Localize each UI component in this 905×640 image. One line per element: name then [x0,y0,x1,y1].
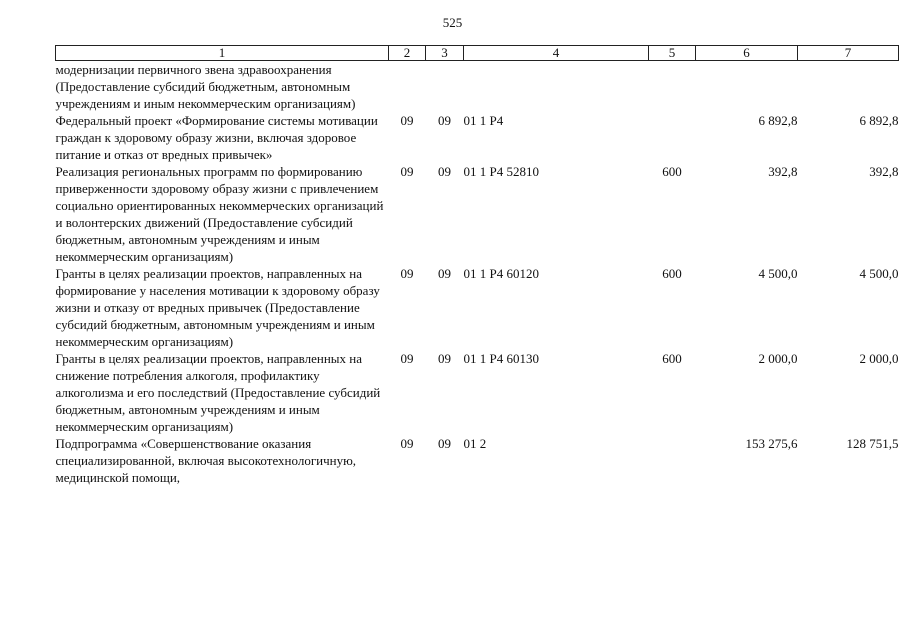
table-row [56,163,899,265]
row-expense-type [649,112,696,163]
row-amount-7: 128 751,5 [846,436,899,451]
row-section [389,61,426,113]
row-subsection [426,61,464,113]
table-row [56,265,899,350]
page-number: 525 [442,15,463,30]
row-expense-type: 600 [662,351,682,366]
row-section: 09 [400,113,414,128]
row-amount-7 [798,61,899,113]
row-target-code: 01 1 P4 52810 [463,164,539,179]
row-amount-7: 392,8 [869,164,899,179]
row-amount-6: 153 275,6 [745,436,798,451]
row-target-code: 01 1 P4 [463,113,504,128]
column-header-5: 5 [649,46,696,61]
row-description: Гранты в целях реализации проектов, направленных на снижение потребления алкоголя, профилактику алкоголизма и его последствий (Предоставление субсидий бюджетным, автономным учреждениям и иным некоммерческим организациям) [55,351,381,434]
row-subsection: 09 [438,113,451,128]
row-amount-6: 4 500,0 [758,266,798,281]
row-section: 09 [400,266,414,281]
row-amount-7: 6 892,8 [859,113,899,128]
row-target-code: 01 2 [463,436,487,451]
row-description: Реализация региональных программ по формированию приверженности здоровому образу жизни с привлечением социально ориентированных некоммерческих организаций и волонтерских движений (Предоставление субсидий бюджетным, автономным учреждениям и иным некоммерческим организациям) [55,164,384,264]
table-row [56,350,899,435]
row-description: Федеральный проект «Формирование системы мотивации граждан к здоровому образу жизни, включая здоровое питание и отказ от вредных привычек» [55,113,378,162]
header-row [56,46,899,61]
row-amount-6 [696,61,798,113]
column-header-4: 4 [464,46,649,61]
row-subsection: 09 [438,436,451,451]
row-amount-7: 2 000,0 [859,351,899,366]
column-header-2: 2 [389,46,426,61]
row-section: 09 [400,351,414,366]
column-header-1: 1 [56,46,389,61]
row-section: 09 [400,436,414,451]
row-subsection: 09 [438,266,451,281]
table-row [56,112,899,163]
row-target-code: 01 1 P4 60130 [463,351,539,366]
column-header-6: 6 [696,46,798,61]
budget-table [55,45,899,486]
table-row [56,61,899,113]
row-amount-6: 6 892,8 [758,113,798,128]
row-expense-type: 600 [662,164,682,179]
row-expense-type [649,61,696,113]
row-target-code [464,61,649,113]
row-subsection: 09 [438,351,451,366]
row-expense-type: 600 [662,266,682,281]
table-row [56,435,899,486]
column-header-7: 7 [798,46,899,61]
row-target-code: 01 1 P4 60120 [463,266,539,281]
row-section: 09 [400,164,414,179]
row-expense-type [649,435,696,486]
column-header-3: 3 [426,46,464,61]
row-amount-6: 2 000,0 [758,351,798,366]
row-subsection: 09 [438,164,451,179]
row-description: Гранты в целях реализации проектов, направленных на формирование у населения мотивации к здоровому образу жизни и отказу от вредных привычек (Предоставление субсидий бюджетным, автономным учреждениям и иным некоммерческим организациям) [55,266,380,349]
row-description: модернизации первичного звена здравоохранения (Предоставление субсидий бюджетным, автономным учреждениям и иным некоммерческим организациям) [55,62,356,111]
row-amount-6: 392,8 [768,164,798,179]
row-amount-7: 4 500,0 [859,266,899,281]
row-description: Подпрограмма «Совершенствование оказания специализированной, включая высокотехнологичную, медицинской помощи, [55,436,357,485]
